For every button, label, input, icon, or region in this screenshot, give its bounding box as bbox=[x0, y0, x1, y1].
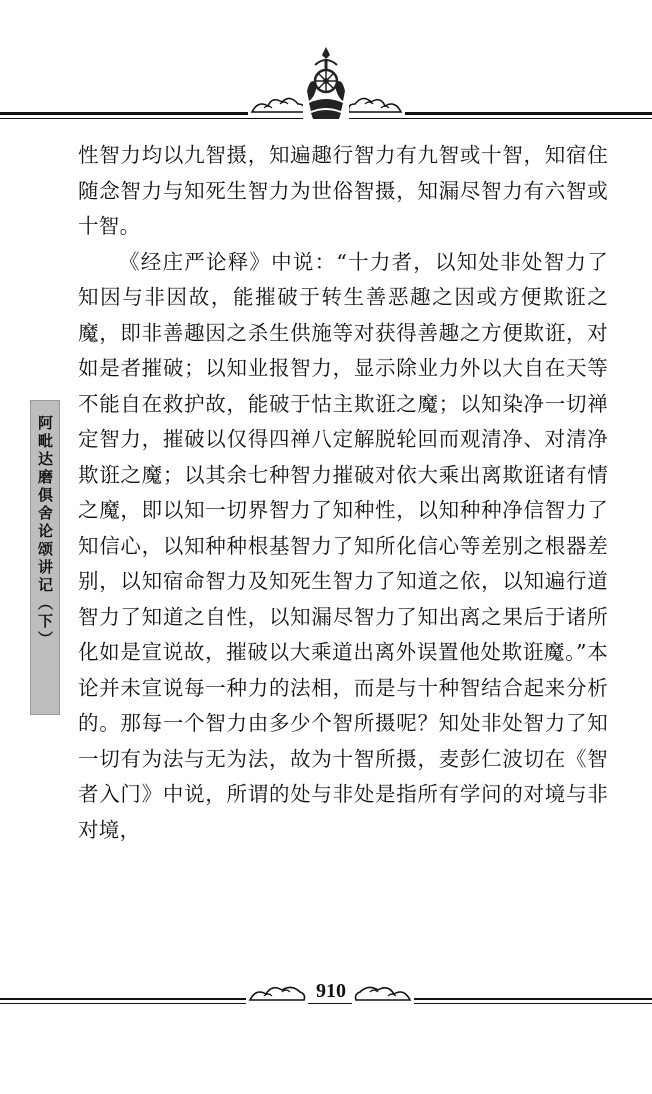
auspicious-cloud-icon bbox=[248, 92, 308, 116]
footer-rule-thin bbox=[0, 1003, 652, 1004]
auspicious-cloud-icon bbox=[246, 982, 308, 1004]
auspicious-cloud-icon bbox=[345, 92, 405, 116]
book-title-tab bbox=[30, 400, 60, 715]
dharma-wheel-emblem-icon bbox=[303, 45, 349, 121]
auspicious-cloud-icon bbox=[352, 982, 414, 1004]
body-paragraph: 《经庄严论释》中说：“十力者，以知处非处智力了知因与非因故，能摧破于转生善恶趣之因或方便欺诳之魔，即非善趣因之杀生供施等对获得善趣之方便欺诳，对如是者摧破；以知业报智力，显示除业力外以大自在天等不能自在救护故，能破于怙主欺诳之魔；以知染净一切禅定智力，摧破以仅得四禅八定解脱轮回而观清净、对清净欺诳之魔；以其余七种智力摧破对依大乘出离欺诳诸有情之魔，即以知一切界智力了知种性，以知种种净信智力了知信心，以知种种根基智力了知所化信心等差别之根器差别，以知宿命智力及知死生智力了知道之依，以知遍行道智力了知道之自性，以知漏尽智力了知出离之果后于诸所化如是宣说故，摧破以大乘道出离外误置他处欺诳魔。”本论并未宣说每一种力的法相，而是与十种智结合起来分析的。那每一个智力由多少个智所摄呢？知处非处智力了知一切有为法与无为法，故为十智所摄，麦彭仁波切在《智者入门》中说，所谓的处与非处是指所有学问的对境与非对境， bbox=[78, 249, 608, 842]
page-number: 910 bbox=[308, 980, 354, 1003]
book-title-text: 阿毗达磨俱舍论颂讲记（下） bbox=[36, 415, 54, 649]
page-body bbox=[78, 138, 608, 848]
body-paragraph: 性智力均以九智摄，知遍趣行智力有九智或十智，知宿住随念智力与知死生智力为世俗智摄，知漏尽智力有六智或十智。 bbox=[78, 143, 608, 238]
